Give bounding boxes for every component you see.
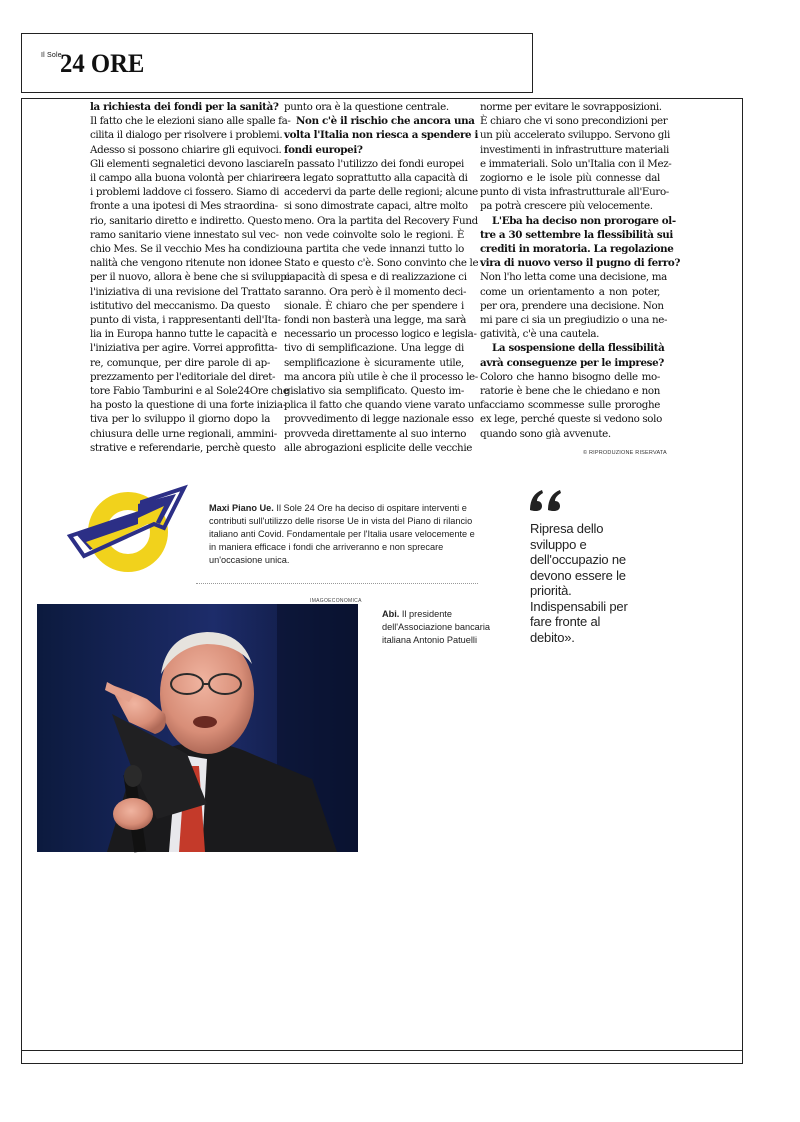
article-line: punto di vista, i rappresentanti dell'Ita- [90, 314, 281, 327]
article-line: La sospensione della flessibilità [492, 342, 665, 355]
article-line: nalità che vengono ritenute non idonee [90, 257, 282, 270]
article-line: strative e referendarie, perchè questo [90, 441, 276, 454]
article-line: Adesso si possono chiarire gli equivoci. [90, 143, 282, 156]
article-column-2 [284, 100, 481, 455]
article-line: avrà conseguenze per le imprese? [480, 356, 664, 369]
copyright-notice: © RIPRODUZIONE RISERVATA [583, 450, 667, 456]
article-line: fronte a una ipotesi di Mes straordina- [90, 200, 278, 213]
article-column-1 [90, 100, 291, 455]
article-line: istitutivo del meccanismo. Da questo [90, 299, 270, 312]
caption-body: Il presidente dell'Associazione bancaria italiana Antonio Patuelli [382, 609, 490, 646]
article-line: Coloro che hanno bisogno delle mo- [480, 370, 660, 383]
article-line: ex lege, perché queste si vedono solo [480, 413, 662, 426]
article-line: punto ora è la questione centrale. [284, 101, 449, 113]
article-line: per ora, prendere una decisione. Non [480, 299, 664, 312]
article-line: l'iniziativa per agire. Vorrei approfitta- [90, 342, 278, 355]
newspaper-logo: 24 ORE [60, 49, 145, 78]
article-line: Non c'è il rischio che ancora una [296, 115, 475, 128]
article-line: Stato e questo c'è. Sono convinto che le [284, 257, 479, 270]
infobox-title: Maxi Piano Ue. [209, 503, 274, 513]
article-line: volta l'Italia non riesca a spendere i [284, 129, 479, 142]
infobox-text [209, 502, 479, 567]
article-line: L'Eba ha deciso non prorogare ol- [492, 214, 676, 227]
article-line: chio Mes. Se il vecchio Mes ha condizio- [90, 243, 287, 256]
frame-bottom-rule [21, 1050, 743, 1051]
article-line: accedervi da parte delle regioni; alcune [284, 186, 478, 199]
article-line: era legato soprattutto alla capacità di [284, 172, 468, 185]
article-line: Gli elementi segnaletici devono lasciare [90, 157, 285, 170]
article-line: ma ancora più utile è che il processo le- [284, 370, 478, 383]
article-line: come un orientamento a non poter, [480, 285, 660, 298]
article-line: In passato l'utilizzo dei fondi europei [284, 157, 464, 170]
portrait-photo [37, 604, 358, 852]
article-line: lia in Europa hanno tutte le capacità e [90, 328, 277, 341]
article-line: l'iniziativa di una revisione del Trattato [90, 285, 281, 298]
pull-quote: Ripresa dello sviluppo e dell'occupazio ne devono essere le priorità. Indispensabili per fare fronte al debito». [530, 521, 628, 645]
article-line: gislativo sia semplificato. Questo im- [284, 385, 464, 398]
article-line: tiva per lo sviluppo il giorno dopo la [90, 413, 270, 426]
article-line: ratorie è bene che le chiedano e non [480, 385, 660, 398]
article-line: investimenti in infrastrutture materiali [480, 143, 669, 156]
quote-mark-icon [528, 488, 564, 512]
article-line: provveda direttamente al suo interno [284, 427, 467, 440]
article-line: fondi non basterà una legge, ma sarà [284, 314, 467, 327]
photo-credit: IMAGOECONOMICA [310, 598, 362, 604]
article-line: una partita che vede innanzi tutto lo [284, 243, 464, 256]
article-line: non vede coinvolte solo le regioni. È [284, 228, 464, 241]
article-line: chiusura delle urne regionali, ammini- [90, 427, 277, 440]
article-line: re, comunque, per dire parole di ap- [90, 356, 270, 369]
article-line: mi pare ci sia un pregiudizio o una ne- [480, 314, 668, 327]
article-line: quando sono già avvenute. [480, 427, 611, 440]
article-line: crediti in moratoria. La regolazione [480, 243, 674, 256]
article-line: fondi europei? [284, 143, 363, 156]
article-line: i problemi laddove ci fossero. Siamo di [90, 186, 280, 199]
caption-title: Abi. [382, 609, 400, 619]
article-line: plica il fatto che quando viene varato un [284, 399, 481, 412]
dotted-divider [196, 583, 478, 584]
article-line: punto di vista infrastrutturale all'Euro- [480, 186, 669, 199]
article-line: cilita il dialogo per risolvere i problemi. [90, 129, 283, 142]
logo-small-text: Il Sole [41, 52, 62, 59]
article-line: vira di nuovo verso il pugno di ferro? [480, 257, 681, 270]
article-line: È chiaro che vi sono precondizioni per [480, 115, 668, 128]
article-line: saranno. Ora però è il momento deci- [284, 285, 467, 298]
article-line: zogiorno e le isole più connesse dal [480, 172, 660, 185]
article-line: si sono dimostrate capaci, altre molto [284, 200, 468, 213]
article-line: prezzamento per l'editoriale del diret- [90, 370, 276, 383]
infobox-body: Il Sole 24 Ore ha deciso di ospitare interventi e contributi sull'utilizzo delle risorse Ue in vista del Piano di rilancio italiano anti Covid. Fondamentale per l'Italia usare velocemente e in maniera efficace i fondi che arriveranno e non sprecare un'occasione unica. [209, 503, 475, 566]
article-line: norme per evitare le sovrapposizioni. [480, 101, 662, 113]
article-line: facciamo scommesse sulle proroghe [480, 399, 660, 412]
article-line: alle abrogazioni esplicite delle vecchie [284, 441, 473, 454]
article-line: il campo alla buona volontà per chiarire [90, 172, 285, 185]
article-line: rio, sanitario diretto e indiretto. Questo [90, 214, 283, 227]
article-line: pa potrà crescere più velocemente. [480, 200, 653, 213]
article-line: e immateriali. Solo un'Italia con il Mez- [480, 157, 672, 170]
article-line: tivo di semplificazione. Una legge di [284, 342, 464, 355]
article-line: ramo sanitario viene innestato sul vec- [90, 228, 279, 241]
article-line: provvedimento di legge nazionale esso [284, 413, 474, 426]
article-line: tore Fabio Tamburini e al Sole24Ore che [90, 385, 289, 398]
article-line: Non l'ho letta come una decisione, ma [480, 271, 667, 284]
article-line: semplificazione è sicuramente utile, [284, 356, 464, 369]
article-line: ha posto la questione di una forte inizia- [90, 399, 286, 412]
article-line: per il nuovo, allora è bene che si sviluppi [90, 271, 290, 284]
article-line: tre a 30 settembre la flessibilità sui [480, 228, 673, 241]
article-line: capacità di spesa e di realizzazione ci [284, 271, 467, 284]
article-line: Il fatto che le elezioni siano alle spalle fa- [90, 115, 291, 128]
photo-caption [382, 608, 492, 647]
article-line: un più accelerato sviluppo. Servono gli [480, 129, 670, 142]
article-line: sionale. È chiaro che per spendere i [284, 299, 464, 312]
article-line: la richiesta dei fondi per la sanità? [90, 101, 279, 113]
article-line: gatività, c'è una cautela. [480, 328, 600, 341]
euro-arrow-logo-icon [68, 484, 188, 576]
article-line: meno. Ora la partita del Recovery Fund [284, 214, 478, 227]
article-column-3 [480, 100, 681, 441]
article-line: necessario un processo logico e legisla- [284, 328, 477, 341]
